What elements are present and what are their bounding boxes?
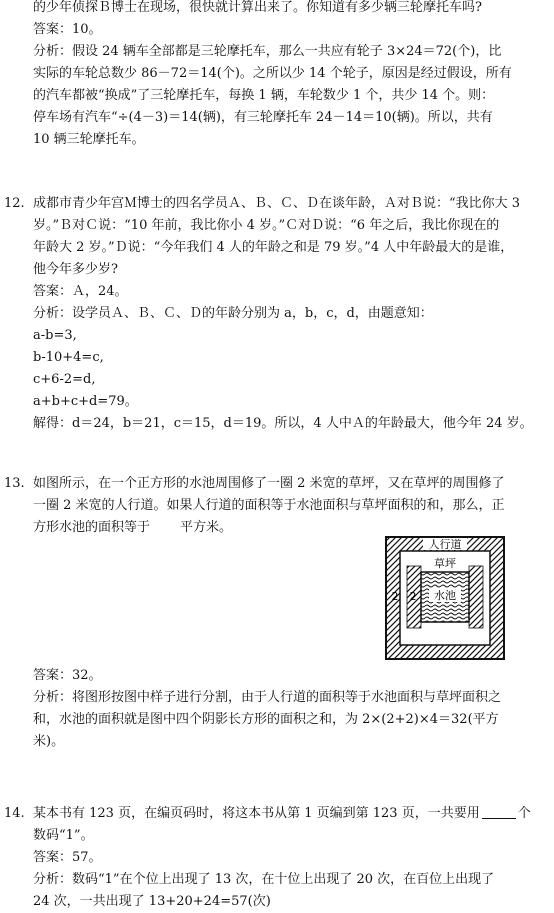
- answer-line: 答案：57。: [33, 850, 102, 865]
- answer-blank: [482, 804, 516, 819]
- text-line: 他今年多少岁?: [33, 262, 118, 277]
- text-line: 分析：将图形按图中样子进行分割，由于人行道的面积等于水池面积与草坪面积之: [33, 690, 502, 705]
- walkway-label: 人行道: [428, 538, 462, 551]
- dimension-label: 2: [409, 590, 417, 603]
- text-line: 分析：设学员Ａ、Ｂ、Ｃ、Ｄ的年龄分别为 a，b，c，d，由题意知：: [33, 306, 433, 321]
- text-line: 的汽车都被“换成”了三轮摩托车，每换 1 辆，车轮数少 1 个，共少 14 个。则：: [33, 88, 495, 103]
- text-line: 岁。”Ｂ对Ｃ说：“10 年前，我比你小 4 岁。”Ｃ对Ｄ说：“6 年之后，我比你现在的: [33, 218, 500, 233]
- question-text: 个: [517, 806, 531, 821]
- question-unit: 平方米。: [180, 520, 233, 535]
- pool-label: 水池: [434, 589, 456, 602]
- pool-figure: [385, 536, 505, 666]
- text-line: 的少年侦探Ｂ博士在现场，很快就计算出来了。你知道有多少辆三轮摩托车吗?: [33, 0, 482, 15]
- text-line: 停车场有汽车“÷(4－3)＝14(辆)，有三轮摩托车 24－14＝10(辆)。所以，共有: [33, 110, 493, 125]
- answer-line: 答案：Ａ，24。: [33, 284, 128, 299]
- equation-line: c+6-2=d,: [33, 372, 96, 387]
- equation-line: a+b+c+d=79。: [33, 394, 138, 409]
- question-line: [33, 517, 232, 539]
- equation-line: a-b=3,: [33, 328, 77, 343]
- text-line: 分析：数码“1”在个位上出现了 13 次，在十位上出现了 20 次，在百位上出现了: [33, 872, 495, 887]
- problem-number: 13.: [4, 476, 25, 491]
- text-line: 数码“1”。: [33, 828, 94, 843]
- text-line: 分析：假设 24 辆车全部都是三轮摩托车，那么一共应有轮子 3×24＝72(个)，比: [33, 44, 502, 59]
- problem-number: 14.: [4, 806, 25, 821]
- problem-number: 12.: [4, 196, 25, 211]
- text-line: 成都市青少年宫Ｍ博士的四名学员Ａ、Ｂ、Ｃ、Ｄ在谈年龄，Ａ对Ｂ说：“我比你大 3: [33, 196, 521, 211]
- equation-line: b-10+4=c,: [33, 350, 104, 365]
- question-text: 方形水池的面积等于: [33, 520, 151, 535]
- text-line: 10 辆三轮摩托车。: [33, 132, 145, 147]
- answer-line: 答案：32。: [33, 668, 102, 683]
- question-text: 某本书有 123 页，在编页码时，将这本书从第 1 页编到第 123 页，一共要用: [33, 806, 480, 821]
- shaded-rect: [469, 566, 483, 628]
- question-line: [33, 803, 531, 825]
- text-line: 如图所示，在一个正方形的水池周围修了一圈 2 米宽的草坪，又在草坪的周围修了: [33, 476, 505, 491]
- solution-line: 解得：d＝24，b＝21，c＝15，d＝19。所以，4 人中Ａ的年龄最大，他今年 24 岁。: [33, 416, 533, 431]
- text-line: 年龄大 2 岁。”Ｄ说：“今年我们 4 人的年龄之和是 79 岁。”4 人中年龄最大的是谁，: [33, 240, 514, 255]
- text-line: 和，水池的面积就是图中四个阴影长方形的面积之和，为 2×(2+2)×4＝32(平方: [33, 712, 499, 727]
- lawn-label: 草坪: [434, 557, 456, 570]
- text-line: 24 次，一共出现了 13+20+24=57(次): [33, 894, 271, 909]
- answer-line: 答案：10。: [33, 22, 102, 37]
- text-line: 米)。: [33, 734, 65, 749]
- text-line: 实际的车轮总数少 86－72＝14(个)。之所以少 14 个轮子，原因是经过假设，所有: [33, 66, 512, 81]
- dimension-label: 2: [391, 590, 399, 603]
- text-line: 一圈 2 米宽的人行道。如果人行道的面积等于水池面积与草坪面积的和，那么，正: [33, 498, 505, 513]
